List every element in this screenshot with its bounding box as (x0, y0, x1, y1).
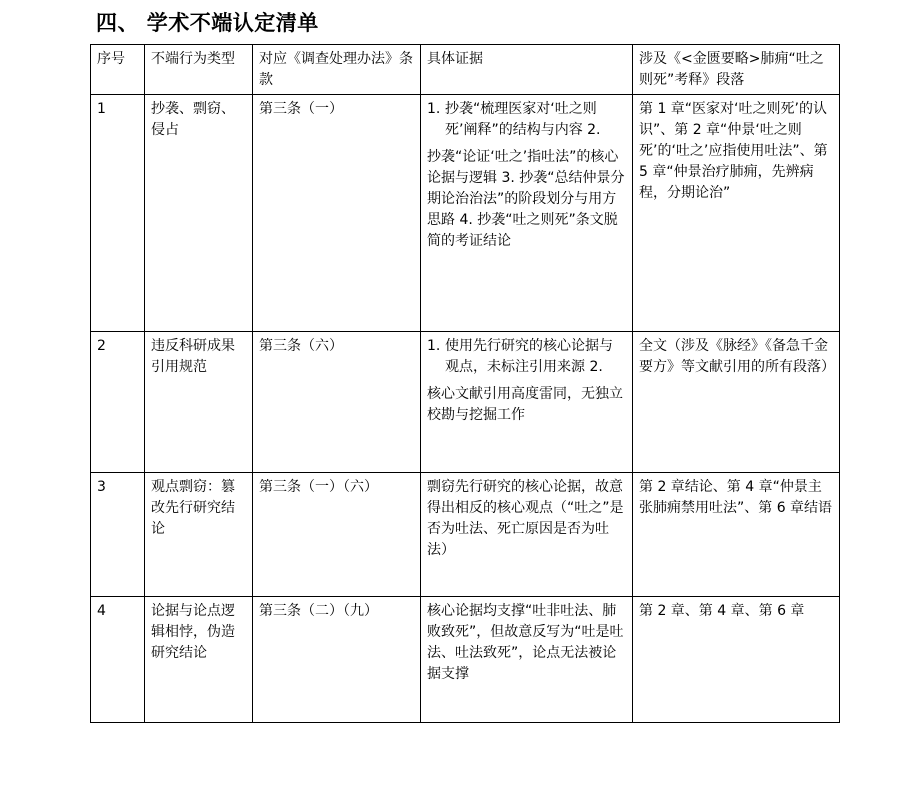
cell-evidence (421, 95, 633, 332)
evidence-continuation: 抄袭“论证‘吐之’指吐法”的核心论据与逻辑 3. 抄袭“总结仲景分期论治治法”的阶段划分与用方思路 4. 抄袭“吐之则死”条文脱简的考证结论 (427, 149, 625, 249)
header-misconduct-type: 不端行为类型 (145, 45, 253, 95)
cell-evidence (421, 332, 633, 473)
evidence-text: 抄袭“梳理医家对‘吐之则死’阐释”的结构与内容 2. (445, 101, 601, 138)
evidence-number: 1. (427, 101, 441, 117)
cell-paragraphs: 第 2 章结论、第 4 章“仲景主张肺痈禁用吐法”、第 6 章结语 (633, 473, 840, 597)
evidence-text: 使用先行研究的核心论据与观点，未标注引用来源 2. (445, 338, 613, 375)
cell-misconduct-type: 论据与论点逻辑相悖，伪造研究结论 (145, 597, 253, 723)
evidence-number: 1. (427, 338, 441, 354)
cell-seq: 3 (91, 473, 145, 597)
cell-clause: 第三条（六） (253, 332, 421, 473)
cell-misconduct-type: 抄袭、剽窃、侵占 (145, 95, 253, 332)
cell-misconduct-type: 违反科研成果引用规范 (145, 332, 253, 473)
cell-seq: 1 (91, 95, 145, 332)
cell-clause: 第三条（一）（六） (253, 473, 421, 597)
cell-paragraphs: 全文（涉及《脉经》《备急千金要方》等文献引用的所有段落） (633, 332, 840, 473)
cell-clause: 第三条（二）（九） (253, 597, 421, 723)
cell-evidence: 核心论据均支撑“吐非吐法、肺败致死”，但故意反写为“吐是吐法、吐法致死”，论点无法被论据支撑 (421, 597, 633, 723)
section-title: 四、 学术不端认定清单 (96, 11, 319, 35)
cell-seq: 2 (91, 332, 145, 473)
cell-paragraphs: 第 1 章“医家对‘吐之则死’的认识”、第 2 章“仲景‘吐之则死’的‘吐之’应指使用吐法”、第 5 章“仲景治疗肺痈，先辨病程，分期论治” (633, 95, 840, 332)
header-clause: 对应《调查处理办法》条款 (253, 45, 421, 95)
cell-paragraphs: 第 2 章、第 4 章、第 6 章 (633, 597, 840, 723)
cell-seq: 4 (91, 597, 145, 723)
header-seq: 序号 (91, 45, 145, 95)
table-header-row (91, 45, 840, 95)
header-evidence: 具体证据 (421, 45, 633, 95)
table-row (91, 597, 840, 723)
evidence-continuation: 核心文献引用高度雷同，无独立校勘与挖掘工作 (427, 386, 623, 423)
cell-misconduct-type: 观点剽窃：篡改先行研究结论 (145, 473, 253, 597)
cell-clause: 第三条（一） (253, 95, 421, 332)
table-row (91, 332, 840, 473)
misconduct-table (90, 44, 840, 723)
evidence-item (427, 336, 626, 378)
table-row (91, 95, 840, 332)
cell-evidence: 剽窃先行研究的核心论据，故意得出相反的核心观点（“吐之”是否为吐法、死亡原因是否为吐法） (421, 473, 633, 597)
header-paragraphs: 涉及《<金匮要略>肺痈“吐之则死”考释》段落 (633, 45, 840, 95)
evidence-item (427, 99, 626, 141)
table-row (91, 473, 840, 597)
